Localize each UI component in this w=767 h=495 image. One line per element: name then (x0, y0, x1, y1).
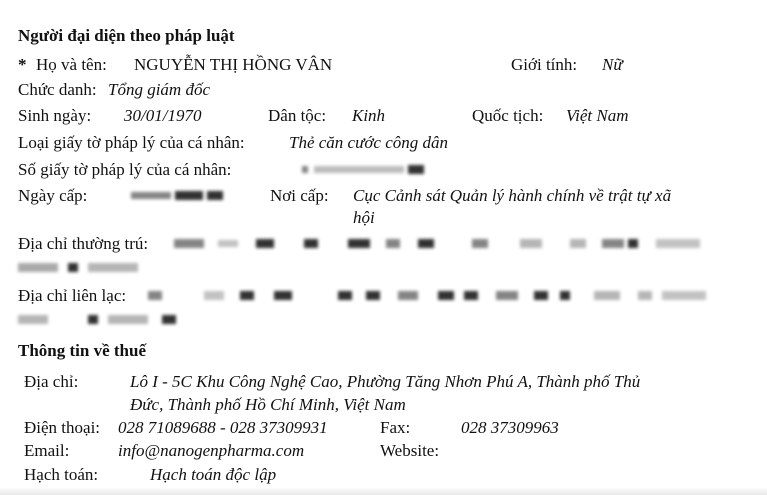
permanent-address-redacted-line2 (18, 262, 148, 274)
permanent-address-redacted-line1 (172, 238, 700, 250)
contact-address-redacted-line1 (148, 290, 706, 302)
dob-label: Sinh ngày: (18, 106, 92, 125)
permanent-address-label: Địa chỉ thường trú: (18, 234, 149, 253)
id-type-label: Loại giấy tờ pháp lý của cá nhân: (18, 133, 245, 152)
page-bottom-edge (0, 487, 767, 495)
accounting-value: Hạch toán độc lập (150, 465, 277, 484)
fax-label: Fax: (380, 418, 411, 437)
phone-label: Điện thoại: (24, 418, 101, 437)
id-number-label: Số giấy tờ pháp lý của cá nhân: (18, 160, 232, 179)
dob-value: 30/01/1970 (124, 106, 202, 125)
phone-value: 028 71089688 - 028 37309931 (118, 418, 328, 437)
ethnic-value: Kinh (352, 106, 386, 125)
name-value: NGUYỄN THỊ HỒNG VÂN (134, 55, 333, 74)
email-label: Email: (24, 441, 70, 460)
required-star: * (18, 55, 27, 74)
issue-date-redacted (131, 190, 223, 202)
legal-rep-heading: Người đại diện theo pháp luật (18, 26, 235, 45)
website-label: Website: (380, 441, 440, 460)
id-type-value: Thẻ căn cước công dân (289, 133, 449, 152)
nationality-label: Quốc tịch: (472, 106, 544, 125)
fax-value: 028 37309963 (461, 418, 559, 437)
ethnic-label: Dân tộc: (268, 106, 327, 125)
email-value: info@nanogenpharma.com (118, 441, 305, 460)
nationality-value: Việt Nam (566, 106, 629, 125)
issue-place-label: Nơi cấp: (270, 186, 329, 205)
tax-address-line1: Lô I - 5C Khu Công Nghệ Cao, Phường Tăng Nhơn Phú A, Thành phố Thủ (130, 372, 641, 391)
contact-address-redacted-line2 (18, 314, 178, 326)
title-label: Chức danh: (18, 80, 97, 99)
gender-label: Giới tính: (511, 55, 578, 74)
tax-address-line2: Đức, Thành phố Hồ Chí Minh, Việt Nam (130, 395, 406, 414)
accounting-label: Hạch toán: (24, 465, 99, 484)
tax-address-label: Địa chỉ: (24, 372, 79, 391)
issue-place-line1: Cục Cảnh sát Quản lý hành chính về trật tự xã (353, 186, 672, 205)
tax-info-heading: Thông tin về thuế (18, 341, 146, 360)
contact-address-label: Địa chỉ liên lạc: (18, 286, 127, 305)
issue-date-label: Ngày cấp: (18, 186, 88, 205)
gender-value: Nữ (602, 55, 623, 74)
name-label: Họ và tên: (36, 55, 107, 74)
title-value: Tổng giám đốc (108, 80, 210, 99)
id-number-redacted (302, 164, 426, 176)
issue-place-line2: hội (353, 208, 375, 227)
